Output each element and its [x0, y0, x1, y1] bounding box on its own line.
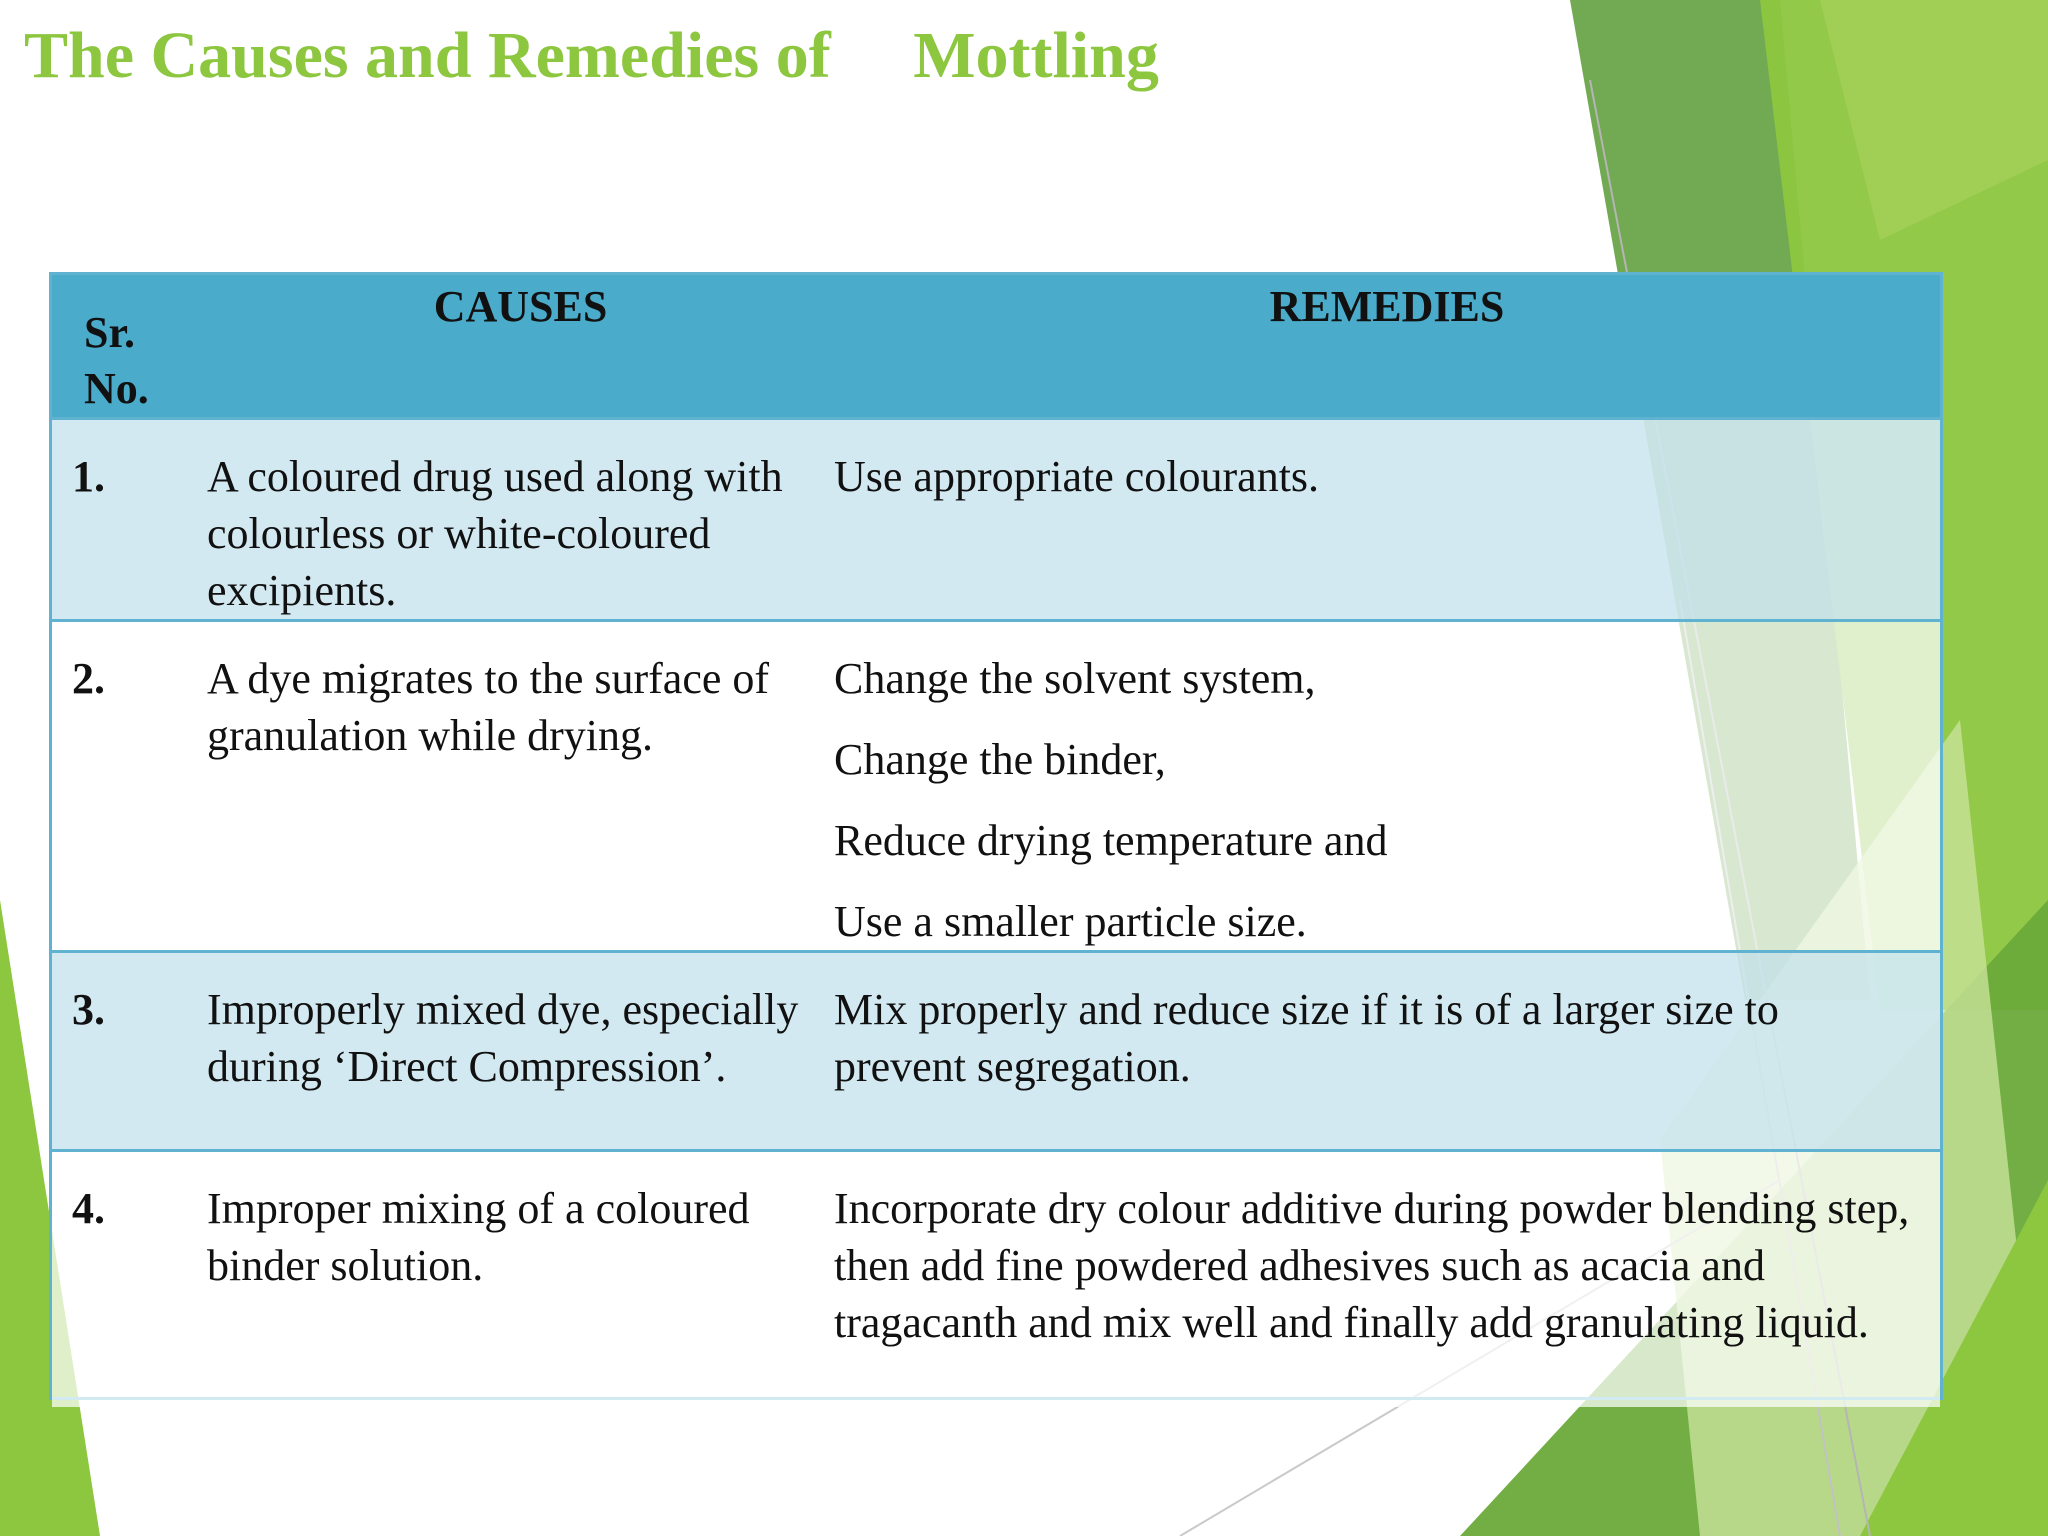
header-causes: CAUSES — [433, 282, 608, 331]
table-row — [52, 419, 1940, 621]
row-cause: Improperly mixed dye, especially during ‘Direct Compression’. — [207, 985, 799, 1091]
row-sr-no: 1. — [72, 452, 105, 501]
remedy-item: Change the solvent system, — [834, 654, 1316, 703]
remedy-item: Change the binder, — [834, 735, 1166, 784]
row-sr-no: 3. — [72, 985, 105, 1034]
remedy-item: Incorporate dry colour additive during powder blending step, then add fine powdered adhesives such as acacia and tragacanth and mix well and finally add granulating liquid. — [834, 1184, 1910, 1347]
table-row — [52, 621, 1940, 952]
row-cause: Improper mixing of a coloured binder solution. — [207, 1184, 750, 1290]
table-row — [52, 952, 1940, 1151]
remedy-item: Mix properly and reduce size if it is of a larger size to prevent segregation. — [834, 985, 1779, 1091]
remedy-item: Use appropriate colourants. — [834, 452, 1320, 501]
row-remedies — [834, 621, 1940, 952]
causes-remedies-table — [49, 272, 1943, 1400]
row-remedies — [834, 1151, 1940, 1407]
row-remedies — [834, 419, 1940, 621]
remedy-item: Use a smaller particle size. — [834, 897, 1307, 946]
row-sr-no: 2. — [72, 654, 105, 703]
row-remedies — [834, 952, 1940, 1151]
table-header-row — [52, 275, 1940, 419]
slide-title: The Causes and Remedies of Mottling — [24, 19, 1159, 92]
row-sr-no: 4. — [72, 1184, 105, 1233]
remedy-item: Reduce drying temperature and — [834, 816, 1388, 865]
header-sr-no: Sr. No. — [84, 308, 149, 413]
table-row — [52, 1151, 1940, 1407]
header-remedies: REMEDIES — [1269, 282, 1505, 331]
row-cause: A coloured drug used along with colourless or white-coloured excipients. — [207, 452, 783, 615]
row-cause: A dye migrates to the surface of granulation while drying. — [207, 654, 770, 760]
table — [52, 275, 1940, 1407]
